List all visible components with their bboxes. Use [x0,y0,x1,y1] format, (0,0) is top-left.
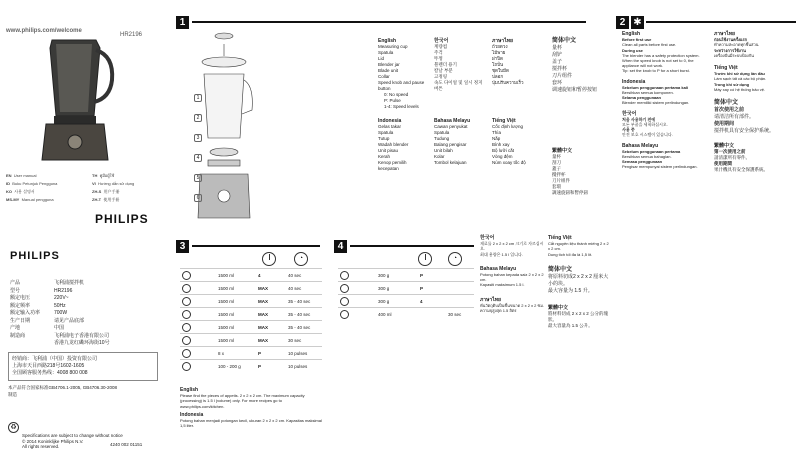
p3-text: English Please find the pieces of appetis. 2 x 2 x 2 cm. The maximum capacity (processing) is 1.5 l (volume) only. For more recipes go to www.philips.com/kitchen. Indonesia Potong bahan menjadi potongan kecil, ukuran 2 x 2 x 2 cm. Kapasitas maksimal 1,5 liter. [180,387,322,429]
part-callout-6: 6 [194,194,202,202]
lang-vi[interactable]: VI Hướng dẫn sử dụng [92,181,135,186]
spec-row: 生产日期 请见产品底部 [10,317,85,324]
philips-logo: PHILIPS [95,212,149,226]
part-callout-1: 1 [194,94,202,102]
p4-block: 한국어 재료를 2 x 2 x 2 cm 크기로 자르십시오. 최대 용량은 1.5 l 입니다. [480,235,544,257]
ingredient-icon [182,362,191,371]
spec-row: 额定输入功率 700W [10,310,68,316]
step-badge: 1 [176,16,189,29]
blender-illustration [30,36,120,164]
legend-zh-s: 简体中文 量杯 刮铲 盖子 搅拌杯 刀片组件 套环 调速旋钮和暂停按钮 [552,38,598,93]
table-row: 300 g 4 [338,294,474,307]
standard-line: 本产品符合国家标准GB4706.1-2005, GB4706.30-2008 [8,385,118,390]
language-list [6,173,166,203]
p4-block: 繁體中文 將材料切成 2 x 2 x 2 公分的塊狀。 最大容量為 1.5 公升。 [548,304,609,328]
ingredient-icon [340,284,349,293]
section-bar [350,245,474,247]
dist-line: 经销商：飞利浦（中国）投资有限公司 [12,356,98,362]
recipe-table [180,268,322,378]
snowflake-icon: ✱ [631,16,644,29]
legend-malay: Bahasa Melayu Cawan penyukat Spatula Tudung Balang pengisar Unit bilah Kolar Tombol kelajuan [434,118,471,165]
section-bar [192,245,320,247]
page-2 [612,0,802,464]
step-badge: 3 [176,240,189,253]
part-callout-3: 3 [194,134,202,142]
spec-list [10,280,160,348]
speed-knob-icon [262,252,276,266]
legend-vietnamese: Tiếng Việt Cốc định lượng Thìa Nắp Bình xay Bộ lưỡi cắt Vòng đệm Núm xoay tốc độ [492,118,526,165]
spec-row: 产地 中国 [10,325,65,331]
spec-row: 制造商 飞利浦电子香港有限公司 [10,332,110,339]
table-row: 1500 ml MAX 35 - 40 sec [180,307,322,320]
page-1 [172,0,609,232]
timer-icon: ◔ [294,252,308,266]
table-row: 300 g P [338,281,474,294]
lang-en[interactable]: EN User manual [6,173,37,178]
legend-indonesia: Indonesia Gelas takar Spatula Tutup Wadah blender Unit pisau Kerah Kenop pemilih kecepatan [378,118,409,171]
made-line: 制造 [8,392,17,397]
speed-knob-icon [418,252,432,266]
part-callout-2: 2 [194,114,202,122]
spec-row: 额定电压 220V~ [10,295,69,301]
parts-diagram [194,30,254,220]
legend-korean: 한국어 계량컵 주걱 뚜껑 블렌더 용기 칼날 부분 고정링 속도 다이얼 및 일시 정지 버튼 [434,38,483,91]
table-row: 400 ml 30 sec [338,307,474,320]
lang-th[interactable]: TH คู่มือผู้ใช้ [92,173,115,178]
p2-block: Bahasa Melayu Sebelum penggunaan pertama Bersihkan semua bahagian. Semasa penggunaan Pengisar mempunyai sistem perlindungan. [622,142,698,170]
cover-model: HR2196 [120,32,143,38]
table-row: 100 - 200 g P 10 pulses [180,359,322,372]
cover-panel [0,0,172,464]
table-row: 1500 ml MAX 35 - 40 sec [180,294,322,307]
p2-block: 简体中文 首次使用之前 请清洁所有部件。 使用期间 搅拌机具有安全保护系统。 [714,100,775,135]
part-callout-4: 4 [194,154,202,162]
table-row: 1500 ml MAX 30 sec [180,333,322,346]
recipe-table-2 [338,268,474,328]
ingredient-icon [182,284,191,293]
ingredient-icon [182,336,191,345]
section-bar [192,21,586,23]
p2-right-column [714,32,798,173]
p2-left-column [622,32,704,170]
p4-block: 简体中文 将原料切成2 x 2 x 2 厘米大小的块。 最大容量为 1.5 升。 [548,266,609,294]
lang-ms[interactable]: MS-MY Manual pengguna [6,197,54,202]
lang-ko[interactable]: KO 사용 설명서 [6,189,35,194]
ingredient-icon [182,349,191,358]
legend-thai: ภาษาไทย ถ้วยตวง ไม้พาย ฝาปิด โถปั่น ชุดใบมีด ปลอก ปุ่มปรับความเร็ว [492,38,524,85]
section-bar [646,21,796,23]
timer-icon: ◔ [448,252,462,266]
p2-block: English Before first use Clean all parts before first use. During use The blender has a safety protection system. When the speed knob is not set to 0, the appliance will not work. Tip: set the knob to P for a short burst. [622,31,700,74]
p2-block: 繁體中文 第一次使用之前 請清潔所有零件。 使用期間 果汁機具有安全保護系統。 [714,143,768,173]
ingredient-icon [182,310,191,319]
ingredient-icon [340,310,349,319]
spec-brand: PHILIPS [10,250,60,262]
doc-code: 4240 002 01151 [110,442,143,447]
dist-line: 全国顾客服务热线：4008 800 008 [12,370,88,376]
cover-url: www.philips.com/welcome [6,28,82,34]
spec-row: 产品 飞利浦搅拌机 [10,280,85,286]
page-3 [172,232,326,464]
p2-block: ภาษาไทย ก่อนใช้งานครั้งแรก ทำความสะอาดทุกชิ้นส่วน ระหว่างการใช้งาน เครื่องปั่นมีระบบป้องกัน [714,31,759,58]
p4-column-b [548,236,610,329]
lang-zht[interactable]: ZH-T 使用手冊 [92,197,120,202]
ingredient-icon [182,323,191,332]
dist-line: 上海市天目西路218号1602-1605 [12,363,85,369]
table-row: 1500 ml MAX 40 sec [180,281,322,294]
lang-zhs[interactable]: ZH-S 用户手册 [92,189,120,194]
p2-block: Indonesia Sebelum penggunaan pertama kali Bersihkan semua komponen. Selama penggunaan Blender memiliki sistem perlindungan. [622,78,690,106]
table-row: 300 g P [338,268,474,281]
table-row: 8 x P 10 pulses [180,346,322,359]
table-row: 1500 ml 4 40 sec [180,268,322,281]
spec-row: 香港九龙红磡环海街10号 [54,340,110,346]
p2-block: Tiếng Việt Trước khi sử dụng lần đầu Làm sạch tất cả các bộ phận. Trong khi sử dụng Máy xay có hệ thống bảo vệ. [714,65,767,92]
p2-block: 한국어 처음 사용하기 전에 모든 부품을 세척하십시오. 사용 중 안전 보호 시스템이 있습니다. [622,110,673,138]
lang-id[interactable]: ID Buku Petunjuk Pengguna [6,181,58,186]
p4-column-a [480,236,544,313]
ingredient-icon [182,297,191,306]
step-badge: 4 [334,240,347,253]
recycle-icon: ♻ [8,422,19,433]
p4-block: ภาษาไทย หั่นวัตถุดิบเป็นชิ้นขนาด 2 x 2 x 2 ซม. ความจุสูงสุด 1.5 ลิตร [480,296,544,314]
legend-english: English Measuring cup Spatula Lid Blender jar Blade unit Collar Speed knob and pause button 0: No speed P: Pulse 1-4: Speed levels [378,38,425,109]
step-badge: 2 [616,16,629,29]
spec-row: 型号 HR2196 [10,287,73,294]
ingredient-icon [182,271,191,280]
table-row: 1500 ml MAX 35 - 40 sec [180,320,322,333]
distributor-box [8,352,158,381]
part-callout-5: 5 [194,174,202,182]
footer-notice: Specifications are subject to change without notice © 2014 Koninklijke Philips N.V. All rights reserved. [22,433,123,449]
legend-zh-t: 繁體中文 量杯 刮刀 蓋子 攪拌杯 刀片組件 套環 調速旋鈕和暫停鈕 [552,148,588,195]
spec-row: 额定频率 50Hz [10,302,66,309]
p4-block: Tiếng Việt Cắt nguyên liệu thành miếng 2 x 2 x 2 cm. Dung tích tối đa là 1,5 lít. [548,235,609,257]
page-4 [330,232,612,464]
ingredient-icon [340,271,349,280]
ingredient-icon [340,297,349,306]
p4-block: Bahasa Melayu Potong bahan kepada saiz 2 x 2 x 2 cm. Kapasiti maksimum 1.5 l. [480,265,544,288]
